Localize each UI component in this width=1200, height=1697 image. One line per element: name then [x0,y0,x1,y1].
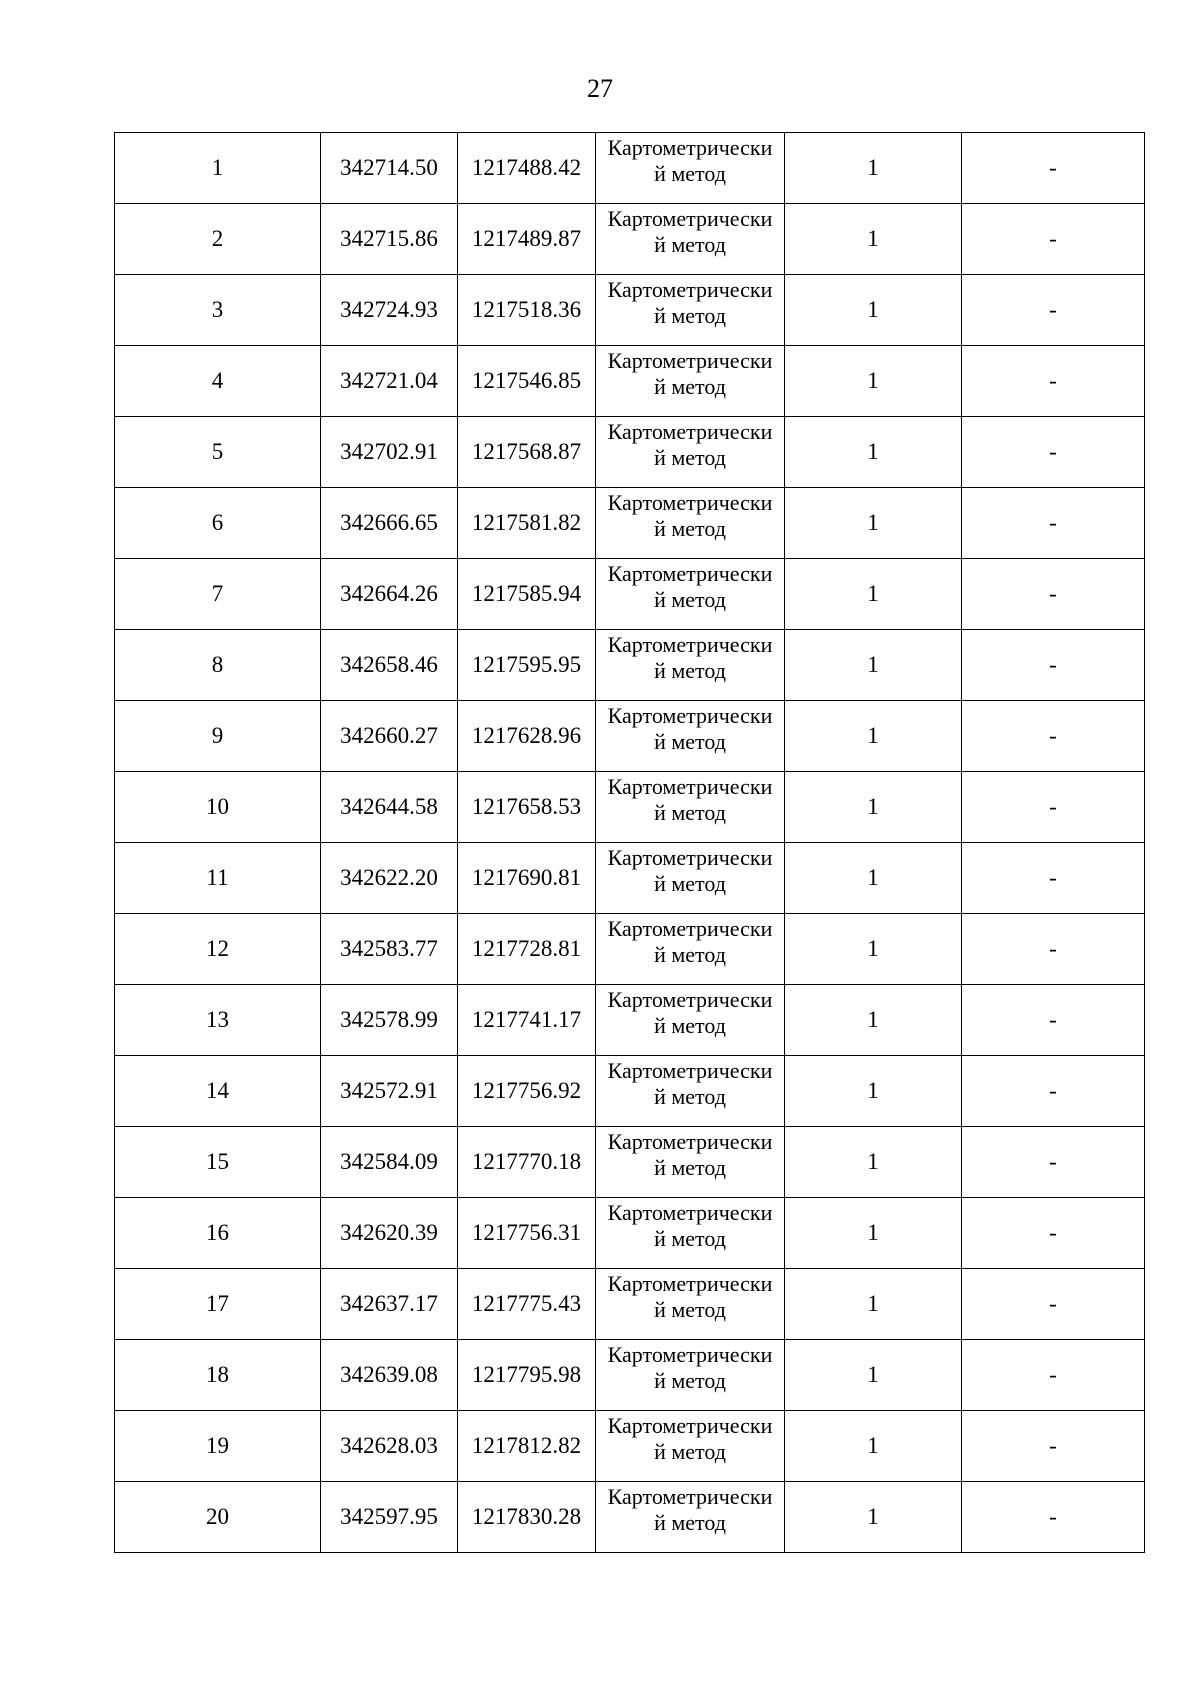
x-coordinate-cell: 342664.26 [321,559,458,630]
table-row [115,488,1145,559]
point-number-cell: 6 [115,488,321,559]
note-cell: - [962,559,1145,630]
method-line2: й метод [654,729,726,754]
note-cell: - [962,1269,1145,1340]
x-coordinate-cell: 342620.39 [321,1198,458,1269]
y-coordinate-cell: 1217568.87 [458,417,596,488]
method-line1: Картометрически [607,1200,773,1225]
accuracy-cell: 1 [785,1127,962,1198]
x-coordinate-cell: 342702.91 [321,417,458,488]
accuracy-cell: 1 [785,1056,962,1127]
x-coordinate-cell: 342714.50 [321,133,458,204]
y-coordinate-cell: 1217830.28 [458,1482,596,1553]
method-cell [596,417,785,488]
note-cell: - [962,488,1145,559]
point-number-cell: 20 [115,1482,321,1553]
accuracy-cell: 1 [785,772,962,843]
method-cell [596,275,785,346]
note-cell: - [962,1198,1145,1269]
method-line2: й метод [654,232,726,257]
method-line1: Картометрически [607,1413,773,1438]
point-number-cell: 8 [115,630,321,701]
coordinates-table [114,132,1145,1553]
x-coordinate-cell: 342583.77 [321,914,458,985]
accuracy-cell: 1 [785,346,962,417]
table-row [115,701,1145,772]
y-coordinate-cell: 1217658.53 [458,772,596,843]
method-line2: й метод [654,658,726,683]
method-line2: й метод [654,1084,726,1109]
method-line2: й метод [654,374,726,399]
method-cell [596,1411,785,1482]
point-number-cell: 16 [115,1198,321,1269]
method-cell [596,346,785,417]
x-coordinate-cell: 342721.04 [321,346,458,417]
note-cell: - [962,417,1145,488]
table-row [115,1411,1145,1482]
method-line1: Картометрически [607,987,773,1012]
note-cell: - [962,204,1145,275]
note-cell: - [962,1056,1145,1127]
point-number-cell: 9 [115,701,321,772]
method-cell [596,843,785,914]
accuracy-cell: 1 [785,701,962,772]
point-number-cell: 10 [115,772,321,843]
accuracy-cell: 1 [785,417,962,488]
method-line2: й метод [654,303,726,328]
y-coordinate-cell: 1217518.36 [458,275,596,346]
method-line2: й метод [654,1226,726,1251]
accuracy-cell: 1 [785,914,962,985]
point-number-cell: 7 [115,559,321,630]
method-line2: й метод [654,871,726,896]
method-cell [596,1482,785,1553]
point-number-cell: 13 [115,985,321,1056]
table-row [115,985,1145,1056]
point-number-cell: 14 [115,1056,321,1127]
page-number: 27 [587,74,613,103]
table-row [115,133,1145,204]
method-line1: Картометрически [607,1484,773,1509]
method-line1: Картометрически [607,1129,773,1154]
y-coordinate-cell: 1217756.31 [458,1198,596,1269]
note-cell: - [962,630,1145,701]
method-line2: й метод [654,445,726,470]
table-row [115,204,1145,275]
method-line1: Картометрически [607,632,773,657]
accuracy-cell: 1 [785,985,962,1056]
note-cell: - [962,346,1145,417]
accuracy-cell: 1 [785,204,962,275]
accuracy-cell: 1 [785,133,962,204]
accuracy-cell: 1 [785,630,962,701]
method-cell [596,488,785,559]
accuracy-cell: 1 [785,1482,962,1553]
y-coordinate-cell: 1217585.94 [458,559,596,630]
method-cell [596,204,785,275]
table-row [115,1482,1145,1553]
note-cell: - [962,275,1145,346]
table-row [115,772,1145,843]
accuracy-cell: 1 [785,1411,962,1482]
x-coordinate-cell: 342628.03 [321,1411,458,1482]
accuracy-cell: 1 [785,1340,962,1411]
method-line2: й метод [654,1297,726,1322]
x-coordinate-cell: 342715.86 [321,204,458,275]
table-row [115,417,1145,488]
note-cell: - [962,772,1145,843]
table-body [115,133,1145,1553]
method-line2: й метод [654,942,726,967]
table-row [115,843,1145,914]
accuracy-cell: 1 [785,559,962,630]
table-row [115,914,1145,985]
method-cell [596,1127,785,1198]
y-coordinate-cell: 1217795.98 [458,1340,596,1411]
point-number-cell: 18 [115,1340,321,1411]
x-coordinate-cell: 342666.65 [321,488,458,559]
method-cell [596,559,785,630]
accuracy-cell: 1 [785,275,962,346]
method-line2: й метод [654,516,726,541]
method-line2: й метод [654,1510,726,1535]
point-number-cell: 3 [115,275,321,346]
method-cell [596,985,785,1056]
method-line1: Картометрически [607,490,773,515]
y-coordinate-cell: 1217741.17 [458,985,596,1056]
table-row [115,1340,1145,1411]
method-line2: й метод [654,800,726,825]
method-line1: Картометрически [607,561,773,586]
table-row [115,630,1145,701]
point-number-cell: 4 [115,346,321,417]
method-line1: Картометрически [607,1058,773,1083]
method-line2: й метод [654,1439,726,1464]
method-line1: Картометрически [607,916,773,941]
accuracy-cell: 1 [785,843,962,914]
method-line1: Картометрически [607,1271,773,1296]
y-coordinate-cell: 1217581.82 [458,488,596,559]
method-cell [596,1198,785,1269]
method-cell [596,1269,785,1340]
note-cell: - [962,133,1145,204]
method-cell [596,133,785,204]
note-cell: - [962,1127,1145,1198]
y-coordinate-cell: 1217775.43 [458,1269,596,1340]
point-number-cell: 19 [115,1411,321,1482]
x-coordinate-cell: 342660.27 [321,701,458,772]
x-coordinate-cell: 342572.91 [321,1056,458,1127]
x-coordinate-cell: 342724.93 [321,275,458,346]
y-coordinate-cell: 1217812.82 [458,1411,596,1482]
table-row [115,1056,1145,1127]
y-coordinate-cell: 1217690.81 [458,843,596,914]
y-coordinate-cell: 1217728.81 [458,914,596,985]
method-line1: Картометрически [607,206,773,231]
y-coordinate-cell: 1217488.42 [458,133,596,204]
method-cell [596,914,785,985]
table-row [115,346,1145,417]
note-cell: - [962,1482,1145,1553]
accuracy-cell: 1 [785,1198,962,1269]
note-cell: - [962,985,1145,1056]
table-row [115,559,1145,630]
method-line1: Картометрически [607,774,773,799]
y-coordinate-cell: 1217595.95 [458,630,596,701]
method-line1: Картометрически [607,1342,773,1367]
accuracy-cell: 1 [785,1269,962,1340]
method-line1: Картометрически [607,845,773,870]
method-line2: й метод [654,1155,726,1180]
accuracy-cell: 1 [785,488,962,559]
note-cell: - [962,701,1145,772]
point-number-cell: 1 [115,133,321,204]
method-line1: Картометрически [607,419,773,444]
method-cell [596,772,785,843]
table-row [115,275,1145,346]
y-coordinate-cell: 1217756.92 [458,1056,596,1127]
table-row [115,1127,1145,1198]
method-line2: й метод [654,1368,726,1393]
point-number-cell: 15 [115,1127,321,1198]
x-coordinate-cell: 342644.58 [321,772,458,843]
note-cell: - [962,1411,1145,1482]
method-cell [596,1340,785,1411]
note-cell: - [962,843,1145,914]
note-cell: - [962,1340,1145,1411]
x-coordinate-cell: 342578.99 [321,985,458,1056]
method-line2: й метод [654,161,726,186]
y-coordinate-cell: 1217628.96 [458,701,596,772]
method-line1: Картометрически [607,703,773,728]
point-number-cell: 17 [115,1269,321,1340]
table-row [115,1269,1145,1340]
x-coordinate-cell: 342658.46 [321,630,458,701]
note-cell: - [962,914,1145,985]
y-coordinate-cell: 1217770.18 [458,1127,596,1198]
x-coordinate-cell: 342584.09 [321,1127,458,1198]
x-coordinate-cell: 342639.08 [321,1340,458,1411]
method-line2: й метод [654,587,726,612]
x-coordinate-cell: 342622.20 [321,843,458,914]
point-number-cell: 2 [115,204,321,275]
method-cell [596,701,785,772]
method-cell [596,1056,785,1127]
method-line1: Картометрически [607,277,773,302]
x-coordinate-cell: 342597.95 [321,1482,458,1553]
table-row [115,1198,1145,1269]
method-line2: й метод [654,1013,726,1038]
point-number-cell: 5 [115,417,321,488]
y-coordinate-cell: 1217546.85 [458,346,596,417]
method-line1: Картометрически [607,135,773,160]
method-cell [596,630,785,701]
y-coordinate-cell: 1217489.87 [458,204,596,275]
point-number-cell: 11 [115,843,321,914]
point-number-cell: 12 [115,914,321,985]
method-line1: Картометрически [607,348,773,373]
x-coordinate-cell: 342637.17 [321,1269,458,1340]
